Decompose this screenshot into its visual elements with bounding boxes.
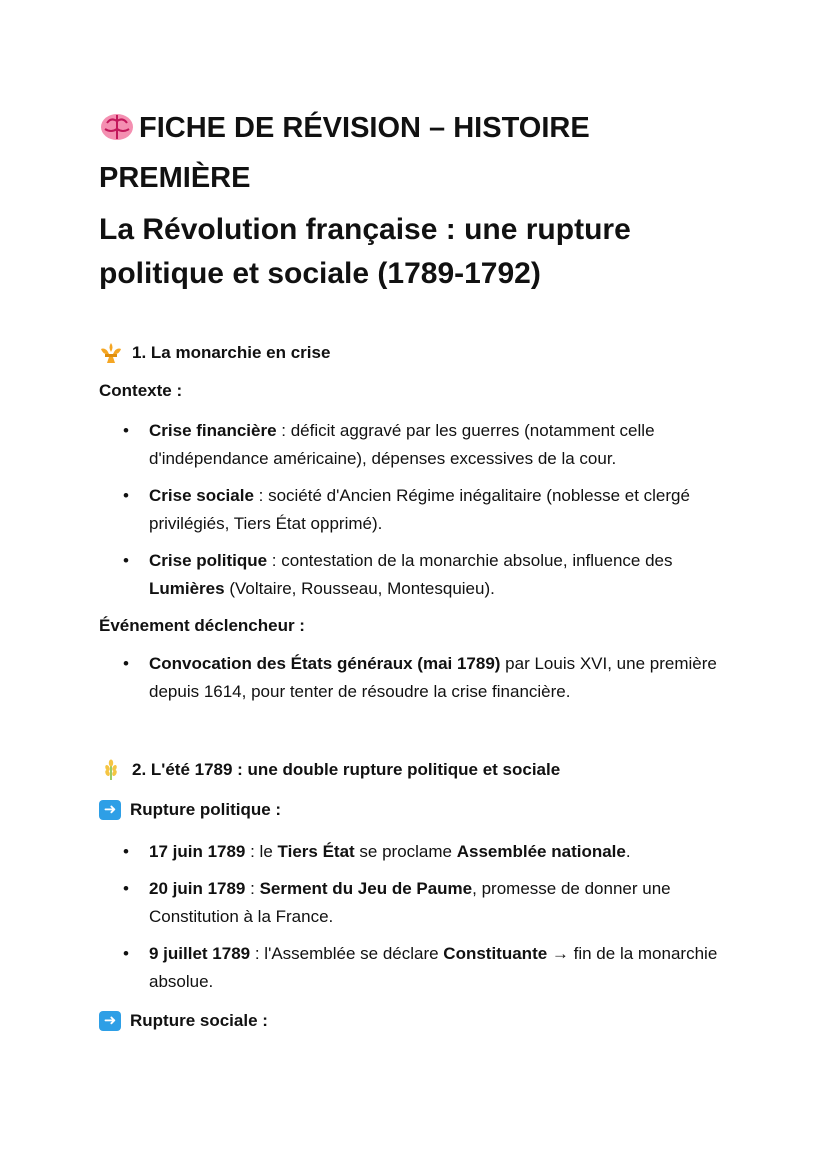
right-arrow-icon: ➜ (99, 1011, 121, 1031)
right-arrow-icon: ➜ (99, 800, 121, 820)
social-label-text: Rupture sociale : (130, 1011, 268, 1030)
fleur-de-lis-icon (99, 342, 123, 364)
brain-icon (99, 111, 139, 156)
wheat-icon (99, 759, 123, 781)
subtitle-line-1: La Révolution française : une rupture (99, 213, 631, 246)
subtitle-line-2: politique et sociale (1789-1792) (99, 257, 541, 290)
trigger-list (99, 650, 739, 715)
section-1-title: 1. La monarchie en crise (132, 343, 331, 362)
political-list (99, 838, 739, 1005)
context-list (99, 417, 739, 612)
title-line-1: FICHE DE RÉVISION – HISTOIRE (139, 112, 590, 144)
list-item: • Convocation des États généraux (mai 1789) par Louis XVI, une première depuis 1614, pour tenter de résoudre la crise financière. (99, 650, 739, 706)
list-item: • 9 juillet 1789 : l'Assemblée se déclare Constituante → fin de la monarchie absolue. (99, 940, 739, 996)
list-item: • Crise sociale : société d'Ancien Régime inégalitaire (noblesse et clergé privilégiés, Tiers État opprimé). (99, 482, 739, 538)
social-label (99, 1011, 268, 1031)
list-item: • Crise politique : contestation de la monarchie absolue, influence des Lumières (Voltaire, Rousseau, Montesquieu). (99, 547, 739, 603)
political-label-text: Rupture politique : (130, 800, 282, 819)
page-subtitle (99, 208, 739, 296)
trigger-label: Événement déclencheur : (99, 616, 305, 635)
section-1-heading (99, 342, 330, 364)
list-item: • 20 juin 1789 : Serment du Jeu de Paume, promesse de donner une Constitution à la France. (99, 875, 739, 931)
title-line-2: PREMIÈRE (99, 162, 251, 194)
section-2-heading (99, 759, 560, 781)
title-block (99, 106, 739, 296)
list-item: • 17 juin 1789 : le Tiers État se proclame Assemblée nationale. (99, 838, 739, 866)
page-title (99, 106, 739, 200)
list-item: • Crise financière : déficit aggravé par les guerres (notamment celle d'indépendance américaine), dépenses excessives de la cour. (99, 417, 739, 473)
context-label: Contexte : (99, 381, 183, 400)
political-label (99, 800, 281, 820)
section-2-title: 2. L'été 1789 : une double rupture politique et sociale (132, 760, 561, 779)
